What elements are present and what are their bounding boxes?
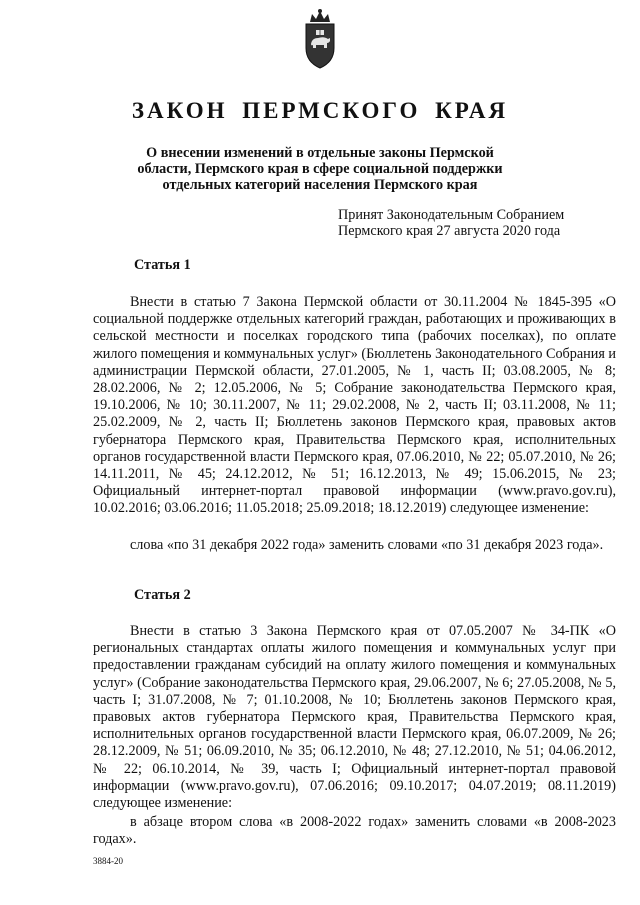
article-2-change: в абзаце втором слова «в 2008-2022 годах» заменить словами «в 2008-2023 годах». bbox=[93, 814, 616, 848]
article-2-heading: Статья 2 bbox=[134, 587, 191, 603]
article-2-text: Внести в статью 3 Закона Пермского края от 07.05.2007 № 34-ПК «О региональных стандартах оплаты жилого помещения и коммунальных услуг при предоставлении гражданам субсидий на оплату жилого помещения и коммунальных услуг» (Собрание законодательства Пермского края, 29.06.2007, № 6; 27.05.2008, № 5, часть I; 31.07.2008, № 7; 01.10.2008, № 10; Бюллетень законов Пермского края, правовых актов губернатора Пермского края, Правительства Пермского края, исполнительных органов государственной власти Пермского края, 06.07.2009, № 26; 28.12.2009, № 51; 06.09.2010, № 35; 06.12.2010, № 48; 27.12.2010, № 51; 04.06.2012, № 22; 06.10.2014, № 39, часть I; Официальный интернет-портал правовой информации (www.pravo.gov.ru), 07.06.2016; 09.10.2017; 04.07.2019; 08.11.2019) следующее изменение: bbox=[93, 623, 616, 812]
article-1-change: слова «по 31 декабря 2022 года» заменить словами «по 31 декабря 2023 года». bbox=[130, 537, 604, 553]
article-1-text: Внести в статью 7 Закона Пермской области от 30.11.2004 № 1845-395 «О социальной поддержке отдельных категорий граждан, работающих и проживающих в сельской местности и поселках городского типа (рабочих поселках), по оплате жилого помещения и коммунальных услуг» (Бюллетень Законодательного Собрания и администрации Пермской области, 27.01.2005, № 1, часть II; 03.08.2005, № 8; 28.02.2006, № 2; 12.05.2006, № 5; Собрание законодательства Пермского края, 19.10.2006, № 10; 30.11.2007, № 11; 29.02.2008, № 2, часть II; 03.11.2008, № 11; 25.02.2009, № 2, часть II; Бюллетень законов Пермского края, правовых актов губернатора Пермского края, Правительства Пермского края, исполнительных органов государственной власти Пермского края, 07.06.2010, № 22; 05.07.2010, № 26; 14.11.2011, № 45; 24.12.2012, № 51; 16.12.2013, № 49; 15.06.2015, № 23; Официальный интернет-портал правовой информации (www.pravo.gov.ru), 10.02.2016; 03.06.2016; 11.05.2018; 25.09.2018; 18.12.2019) следующее изменение: bbox=[93, 294, 617, 517]
document-code: 3884-20 bbox=[93, 856, 123, 866]
document-title: ЗАКОН ПЕРМСКОГО КРАЯ bbox=[131, 98, 509, 123]
coat-of-arms-icon bbox=[300, 8, 340, 70]
adoption-note: Принят Законодательным Собранием Пермского края 27 августа 2020 года bbox=[338, 207, 565, 239]
document-subtitle: О внесении изменений в отдельные законы Пермской области, Пермского края в сфере социальной поддержки отдельных категорий населения Пермского края bbox=[137, 145, 503, 193]
article-1-heading: Статья 1 bbox=[134, 257, 191, 273]
